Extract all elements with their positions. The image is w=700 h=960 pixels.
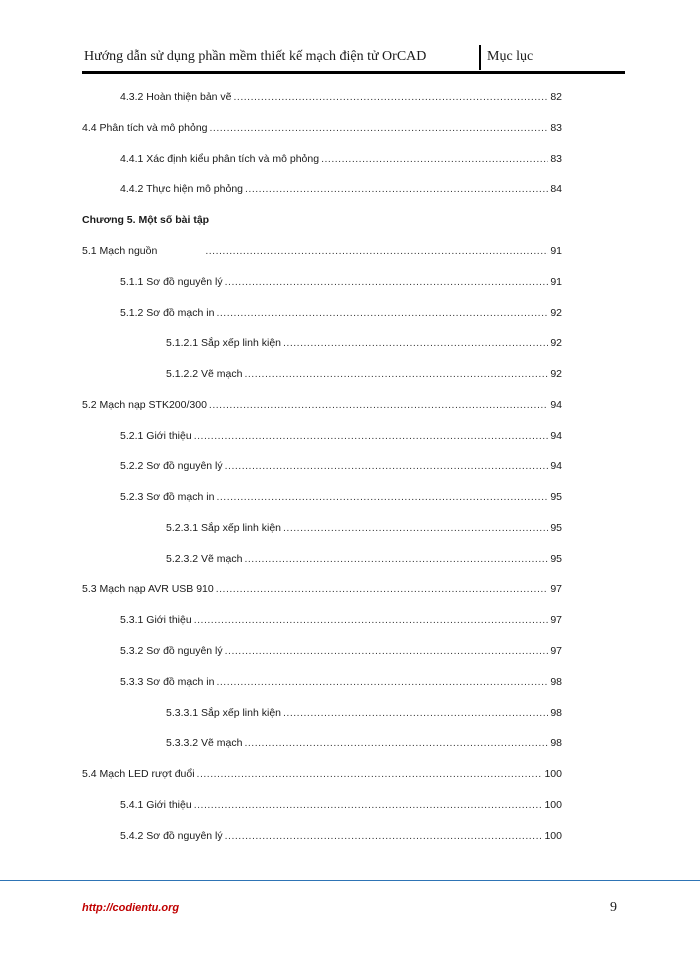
toc-entry[interactable] [82,120,562,136]
toc-leader [194,797,543,813]
toc-entry-page: 92 [550,307,562,319]
toc-leader [321,151,548,167]
toc-entry-label: 5.1.2.2 Vẽ mạch [166,368,243,380]
toc-entry[interactable] [120,428,562,444]
toc-entry[interactable] [166,735,562,751]
toc-leader [210,120,549,136]
toc-entry[interactable] [82,766,562,782]
toc-entry[interactable] [166,520,562,536]
toc-entry-label: 5.3.3.2 Vẽ mạch [166,737,243,749]
toc-entry-page: 91 [550,276,562,288]
toc-entry-page: 100 [544,799,562,811]
toc-leader [244,551,548,567]
toc-entry-label: 5.2.1 Giới thiệu [120,430,192,442]
toc-entry-page: 95 [550,522,562,534]
toc-entry-label: 4.4 Phân tích và mô phỏng [82,122,208,134]
toc-leader [244,366,548,382]
toc-entry-page: 94 [550,430,562,442]
toc-entry-page: 82 [550,91,562,103]
toc-leader [244,735,548,751]
toc-leader [225,828,543,844]
toc-entry-page: 94 [550,399,562,411]
toc-entry-label: 5.4.2 Sơ đồ nguyên lý [120,830,223,842]
toc-entry-page: 98 [550,676,562,688]
toc-entry-page: 91 [550,245,562,257]
toc-leader [283,705,548,721]
toc-entry[interactable] [166,366,562,382]
toc-entry[interactable] [166,705,562,721]
toc-leader [225,643,549,659]
toc-entry-label: 5.4 Mạch LED rượt đuổi [82,768,195,780]
toc-entry[interactable] [166,335,562,351]
toc-entry-label: 5.1.2.1 Sắp xếp linh kiện [166,337,281,349]
toc-entry[interactable] [82,243,562,259]
toc-entry-label: 5.3.2 Sơ đồ nguyên lý [120,645,223,657]
toc-leader [283,520,548,536]
toc-entry-page: 95 [550,491,562,503]
toc-entry-label: 5.3 Mạch nạp AVR USB 910 [82,583,214,595]
toc-entry[interactable] [120,274,562,290]
toc-entry-label: 5.1.2 Sơ đồ mạch in [120,307,215,319]
toc-leader [216,581,549,597]
toc-entry[interactable] [120,305,562,321]
footer-rule [0,880,700,881]
toc-entry-label: 4.4.1 Xác định kiểu phân tích và mô phỏng [120,153,320,165]
toc-entry-page: 83 [550,122,562,134]
toc-entry-label: 4.3.2 Hoàn thiện bản vẽ [120,91,232,103]
toc-entry-label: 5.3.1 Giới thiệu [120,614,192,626]
toc-leader [197,766,543,782]
toc-entry[interactable] [82,581,562,597]
toc-entry-page: 92 [550,337,562,349]
toc-entry[interactable] [120,151,562,167]
toc-entry-label: 5.1.1 Sơ đồ nguyên lý [120,276,223,288]
toc-entry-page: 97 [550,583,562,595]
toc-entry-label: 5.2.2 Sơ đồ nguyên lý [120,460,223,472]
toc-entry[interactable] [120,181,562,197]
toc-entry-page: 100 [544,830,562,842]
toc-entry-page: 94 [550,460,562,472]
toc-entry-label: 5.1 Mạch nguồn [82,245,158,257]
toc-entry-page: 95 [550,553,562,565]
toc-leader [283,335,548,351]
toc-entry-page: 97 [550,645,562,657]
toc-leader [194,428,549,444]
toc-entry[interactable] [120,612,562,628]
toc-leader [205,243,548,259]
header-divider [479,45,481,70]
toc-entry[interactable] [120,797,562,813]
toc-entry[interactable] [166,551,562,567]
toc-leader [234,89,549,105]
page-number: 9 [610,900,617,915]
toc-entry[interactable] [120,458,562,474]
toc-entry-label: 4.4.2 Thực hiện mô phỏng [120,183,244,195]
toc-entry[interactable] [120,489,562,505]
chapter-heading[interactable]: Chương 5. Một số bài tập [82,214,210,226]
toc-entry-page: 100 [544,768,562,780]
toc-entry-page: 97 [550,614,562,626]
toc-leader [216,674,548,690]
toc-entry-page: 98 [550,737,562,749]
toc-leader [245,181,548,197]
toc-entry[interactable] [120,89,562,105]
header-rule [82,71,625,74]
footer-website-link[interactable]: http://codientu.org [82,902,180,914]
toc-entry-label: 5.2 Mạch nạp STK200/300 [82,399,207,411]
toc-leader [216,489,548,505]
toc-entry[interactable] [120,674,562,690]
toc-entry-page: 92 [550,368,562,380]
toc-leader [225,458,549,474]
toc-entry[interactable] [82,397,562,413]
toc-entry[interactable] [120,828,562,844]
toc-entry-page: 83 [550,153,562,165]
toc-leader [225,274,549,290]
document-title: Hướng dẫn sử dụng phần mềm thiết kế mạch điện tử OrCAD [84,49,427,64]
toc-entry[interactable] [120,643,562,659]
toc-entry-label: 5.3.3 Sơ đồ mạch in [120,676,215,688]
toc-entry-page: 84 [550,183,562,195]
toc-entry-label: 5.3.3.1 Sắp xếp linh kiện [166,707,281,719]
toc-entry-label: 5.4.1 Giới thiệu [120,799,192,811]
toc-leader [194,612,549,628]
toc-entry-label: 5.2.3.2 Vẽ mạch [166,553,243,565]
toc-leader [216,305,548,321]
toc-entry-page: 98 [550,707,562,719]
toc-entry-label: 5.2.3.1 Sắp xếp linh kiện [166,522,281,534]
section-title: Mục lục [487,49,534,64]
toc-entry-label: 5.2.3 Sơ đồ mạch in [120,491,215,503]
page-header [82,48,625,70]
toc-leader [209,397,548,413]
